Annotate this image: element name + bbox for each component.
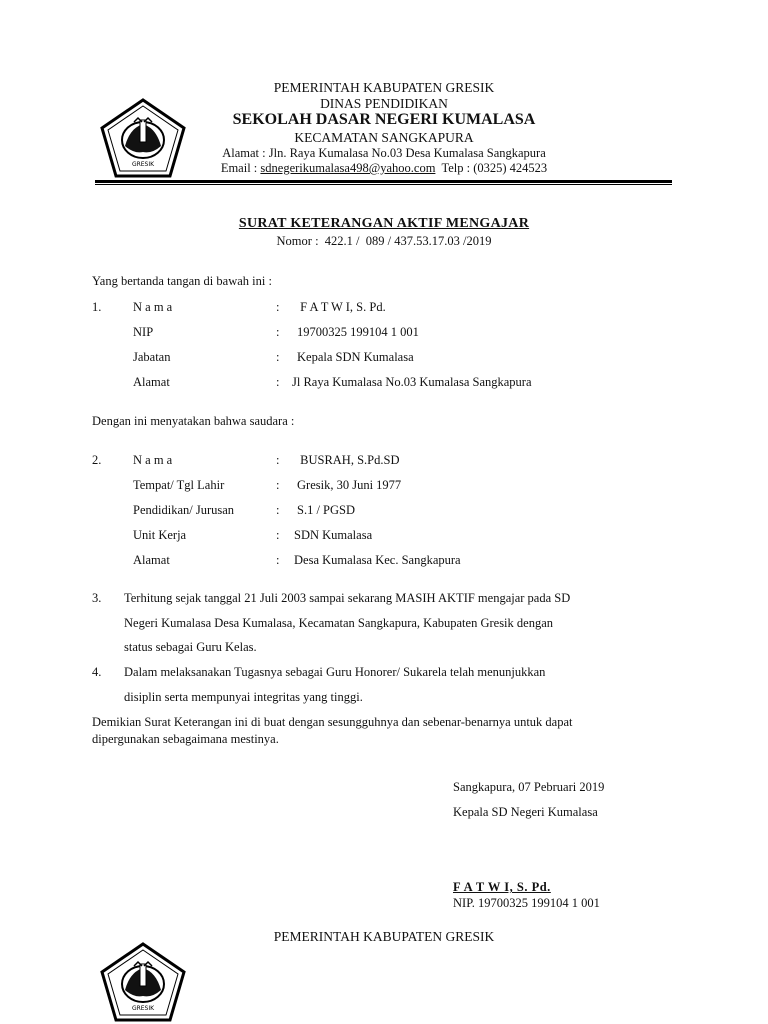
closing-line: dipergunakan sebagaimana mestinya. (92, 732, 279, 746)
colon: : (276, 503, 280, 517)
school-address: Alamat : Jln. Raya Kumalasa No.03 Desa Kumalasa Sangkapura (222, 146, 546, 160)
colon: : (276, 528, 280, 542)
point3-line: Terhitung sejak tanggal 21 Juli 2003 sampai sekarang MASIH AKTIF mengajar pada SD (124, 591, 571, 605)
school-name: SEKOLAH DASAR NEGERI KUMALASA (232, 111, 536, 128)
intro-text: Yang bertanda tangan di bawah ini : (92, 274, 272, 288)
subject-education-label: Pendidikan/ Jurusan (133, 503, 235, 517)
colon: : (276, 300, 280, 314)
subject-unit-label: Unit Kerja (133, 528, 187, 542)
signer-nip-value: 19700325 199104 1 001 (297, 325, 419, 339)
subject-birth-label: Tempat/ Tgl Lahir (133, 478, 225, 492)
subject-unit-value: SDN Kumalasa (294, 528, 373, 542)
signer-address-value: Jl Raya Kumalasa No.03 Kumalasa Sangkapura (292, 375, 532, 389)
svg-text:GRESIK: GRESIK (131, 161, 155, 168)
signer-name-label: N a m a (133, 300, 173, 314)
colon: : (276, 375, 280, 389)
colon: : (276, 350, 280, 364)
subject-address-value: Desa Kumalasa Kec. Sangkapura (294, 553, 461, 567)
signer-name: F A T W I, S. Pd. (453, 880, 551, 894)
letterhead-divider-thin (95, 184, 672, 185)
statement-text: Dengan ini menyatakan bahwa saudara : (92, 414, 295, 428)
point3-line: status sebagai Guru Kelas. (124, 640, 257, 654)
colon: : (276, 478, 280, 492)
signer-position: Kepala SD Negeri Kumalasa (453, 805, 598, 819)
letter-title: SURAT KETERANGAN AKTIF MENGAJAR (238, 216, 530, 231)
district-name: KECAMATAN SANGKAPURA (294, 130, 474, 145)
next-page-gov-name: PEMERINTAH KABUPATEN GRESIK (273, 929, 495, 944)
colon: : (276, 553, 280, 567)
email-label: Email : (220, 161, 261, 175)
signer-nip-label: NIP (133, 325, 154, 339)
phone-text: Telp : (0325) 424523 (435, 161, 548, 175)
item-number: 2. (92, 453, 102, 467)
colon: : (276, 325, 280, 339)
contact-line (0, 161, 768, 176)
subject-education-value: S.1 / PGSD (297, 503, 356, 517)
item-number: 1. (92, 300, 102, 314)
letter-number: Nomor : 422.1 / 089 / 437.53.17.03 /2019 (276, 234, 492, 248)
item-number: 4. (92, 665, 102, 679)
signer-nip: NIP. 19700325 199104 1 001 (453, 896, 600, 910)
subject-birth-value: Gresik, 30 Juni 1977 (297, 478, 402, 492)
gresik-regency-logo-icon (100, 942, 186, 1022)
closing-line: Demikian Surat Keterangan ini di buat dengan sesungguhnya dan sebenar-benarnya untuk dapat (92, 715, 573, 729)
agency-name: DINAS PENDIDIKAN (320, 96, 448, 111)
signer-position-value: Kepala SDN Kumalasa (297, 350, 414, 364)
signer-position-label: Jabatan (133, 350, 171, 364)
item-number: 3. (92, 591, 102, 605)
signer-address-label: Alamat (133, 375, 170, 389)
email-link[interactable]: sdnegerikumalasa498@yahoo.com (260, 161, 436, 175)
svg-text:GRESIK: GRESIK (131, 1005, 155, 1012)
colon: : (276, 453, 280, 467)
subject-name-value: BUSRAH, S.Pd.SD (297, 453, 400, 467)
subject-name-label: N a m a (133, 453, 173, 467)
place-date: Sangkapura, 07 Pebruari 2019 (453, 780, 605, 794)
letterhead-divider-thick (95, 180, 672, 183)
point4-line: Dalam melaksanakan Tugasnya sebagai Guru Honorer/ Sukarela telah menunjukkan (124, 665, 546, 679)
gov-name: PEMERINTAH KABUPATEN GRESIK (273, 80, 495, 95)
point4-line: disiplin serta mempunyai integritas yang tinggi. (124, 690, 363, 704)
point3-line: Negeri Kumalasa Desa Kumalasa, Kecamatan Sangkapura, Kabupaten Gresik dengan (124, 616, 553, 630)
subject-address-label: Alamat (133, 553, 170, 567)
signer-name-value: F A T W I, S. Pd. (297, 300, 386, 314)
